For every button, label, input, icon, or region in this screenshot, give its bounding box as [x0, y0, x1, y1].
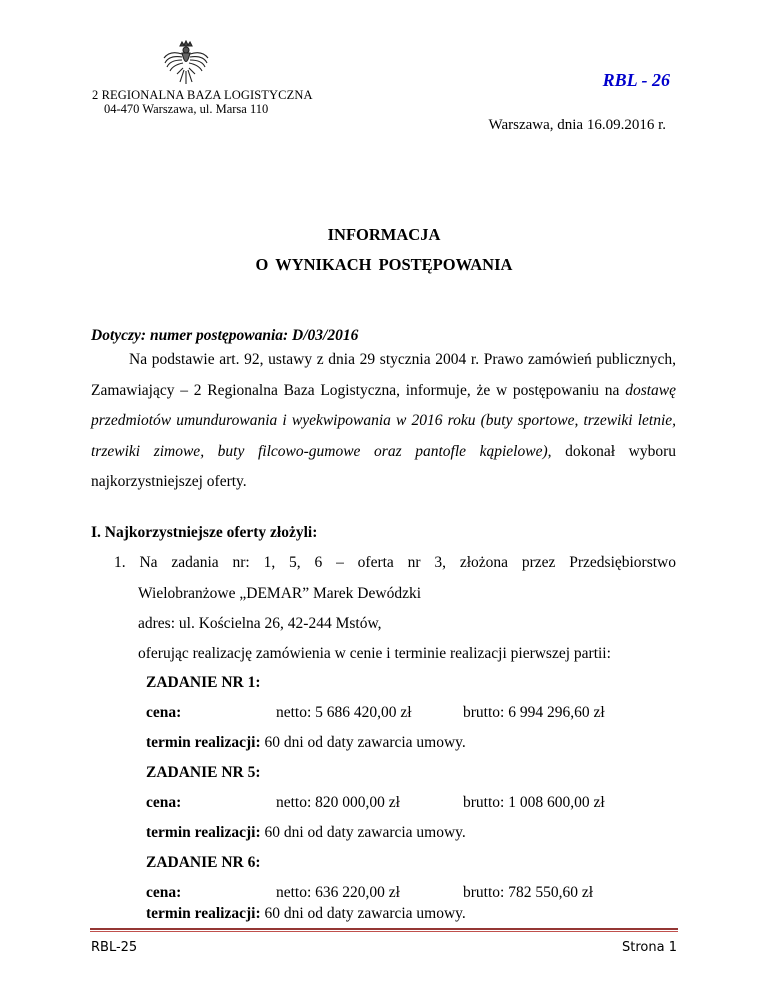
price-brutto: brutto: 782 550,60 zł	[463, 884, 594, 901]
price-netto: netto: 5 686 420,00 zł	[276, 704, 412, 721]
polish-eagle-emblem-icon	[160, 40, 212, 90]
intro-paragraph	[91, 345, 676, 498]
term-value: 60 dni od daty zawarcia umowy.	[260, 824, 466, 841]
document-title: INFORMACJA	[327, 225, 441, 244]
price-label: cena:	[146, 794, 182, 811]
price-label: cena:	[146, 884, 182, 901]
intro-subject-italic: dostawę przedmiotów umundurowania i wyekwipowania w 2016 roku (buty sportowe, trzewiki letnie, trzewiki zimowe, buty filcowo-gumowe oraz pantofle kąpielowe),	[91, 381, 676, 460]
offer-company-address: adres: ul. Kościelna 26, 42-244 Mstów,	[138, 615, 382, 632]
intro-text-2: dokonał wyboru najkorzystniejszej oferty.	[91, 442, 677, 490]
price-brutto: brutto: 6 994 296,60 zł	[463, 704, 605, 721]
term-label: termin realizacji:	[146, 734, 261, 751]
delivery-term	[146, 824, 466, 842]
offer-item-line: 1. Na zadania nr: 1, 5, 6 – oferta nr 3, złożona przez Przedsiębiorstwo	[114, 554, 676, 571]
price-label: cena:	[146, 704, 182, 721]
delivery-term	[146, 734, 466, 752]
price-netto: netto: 636 220,00 zł	[276, 884, 400, 901]
task-heading: ZADANIE NR 5:	[146, 764, 261, 781]
task-heading: ZADANIE NR 1:	[146, 674, 261, 691]
term-value: 60 dni od daty zawarcia umowy.	[260, 905, 466, 922]
organization-name: 2 REGIONALNA BAZA LOGISTYCZNA	[92, 88, 313, 102]
delivery-term	[146, 905, 466, 923]
document-code: RBL - 26	[602, 70, 670, 90]
term-label: termin realizacji:	[146, 824, 261, 841]
place-and-date: Warszawa, dnia 16.09.2016 r.	[488, 117, 666, 133]
section-heading: I. Najkorzystniejsze oferty złożyli:	[91, 524, 318, 541]
intro-text-1: Na podstawie art. 92, ustawy z dnia 29 stycznia 2004 r. Prawo zamówień publicznych, Zamawiający – 2 Regionalna Baza Logistyczna, informuje, że w postępowaniu na	[91, 351, 676, 399]
term-label: termin realizacji:	[146, 905, 261, 922]
footer-divider-thin	[90, 931, 678, 932]
organization-address: 04-470 Warszawa, ul. Marsa 110	[104, 102, 269, 116]
procedure-reference: Dotyczy: numer postępowania: D/03/2016	[91, 327, 359, 344]
offer-description: oferując realizację zamówienia w cenie i terminie realizacji pierwszej partii:	[138, 645, 611, 662]
footer-document-id: RBL-25	[91, 940, 138, 955]
term-value: 60 dni od daty zawarcia umowy.	[260, 734, 466, 751]
task-heading: ZADANIE NR 6:	[146, 854, 261, 871]
offer-company-name: Wielobranżowe „DEMAR” Marek Dewódzki	[138, 585, 422, 602]
footer-divider	[90, 928, 678, 930]
price-brutto: brutto: 1 008 600,00 zł	[463, 794, 605, 811]
price-netto: netto: 820 000,00 zł	[276, 794, 400, 811]
footer-page-number: Strona 1	[622, 940, 677, 955]
document-subtitle: O WYNIKACH POSTĘPOWANIA	[255, 255, 513, 274]
